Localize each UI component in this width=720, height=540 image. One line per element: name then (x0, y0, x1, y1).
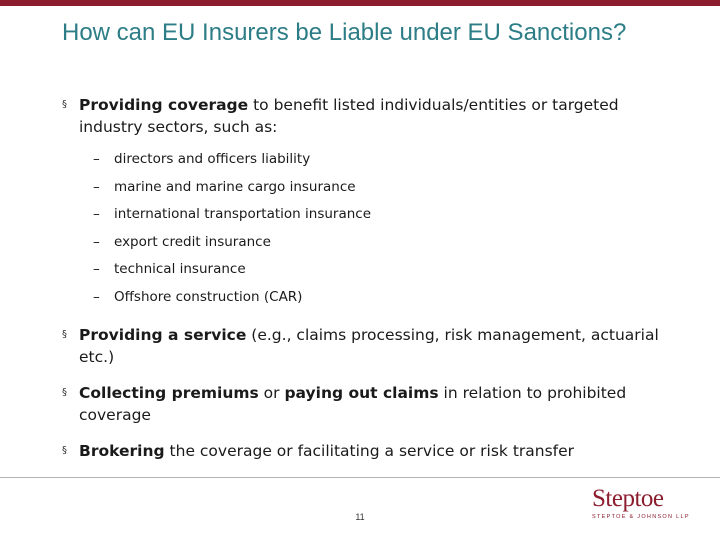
logo-subtitle: STEPTOE & JOHNSON LLP (592, 514, 690, 520)
bullet-bold-text: Brokering (79, 441, 165, 460)
bullet-bold-text: Collecting premiums (79, 383, 259, 402)
list-item (79, 256, 682, 284)
list-item (79, 174, 682, 202)
bullet-bold-text: Providing coverage (79, 96, 249, 114)
top-accent-bar (0, 0, 720, 6)
bullet-text: or (258, 383, 285, 402)
bullet-marker: § (62, 386, 67, 398)
list-item-text: directors and officers liability (114, 151, 311, 167)
list-item (79, 201, 682, 229)
bullet-text: to benefit listed individuals/entities or targeted industry sectors, such as: (79, 96, 619, 136)
dash-marker: – (93, 233, 100, 250)
bullet-bold-text: Providing a service (79, 325, 247, 344)
footer-divider (0, 477, 720, 478)
list-item-text: marine and marine cargo insurance (114, 178, 356, 195)
coverage-sublist (79, 146, 682, 312)
bullet-collecting-premiums (62, 382, 682, 426)
bullet-brokering (62, 440, 682, 462)
bullet-text: (e.g., claims processing, risk management, actuarial etc.) (79, 325, 659, 366)
list-item (79, 229, 682, 257)
slide-title: How can EU Insurers be Liable under EU Sanctions? (62, 19, 627, 46)
list-item (79, 146, 682, 174)
steptoe-logo (592, 486, 692, 526)
bullet-bold-text: paying out claims (284, 383, 439, 402)
list-item-text: technical insurance (114, 261, 246, 278)
bullet-providing-service (62, 324, 682, 368)
bullet-text: in relation to prohibited coverage (79, 383, 627, 424)
dash-marker: – (93, 178, 100, 195)
dash-marker: – (93, 151, 100, 167)
list-item-text: international transportation insurance (114, 206, 372, 223)
page-number: 11 (355, 512, 365, 522)
bullet-providing-coverage (62, 94, 682, 312)
logo-wordmark: Steptoe (592, 485, 664, 512)
slide-content (62, 94, 682, 462)
list-item (79, 284, 682, 312)
list-item-text: Offshore construction (CAR) (114, 288, 303, 305)
dash-marker: – (93, 261, 100, 278)
list-item-text: export credit insurance (114, 233, 271, 250)
dash-marker: – (93, 288, 100, 305)
bullet-marker: § (62, 444, 67, 456)
dash-marker: – (93, 206, 100, 223)
bullet-marker: § (62, 99, 67, 110)
bullet-marker: § (62, 328, 67, 340)
bullet-text: the coverage or facilitating a service or risk transfer (164, 441, 575, 460)
